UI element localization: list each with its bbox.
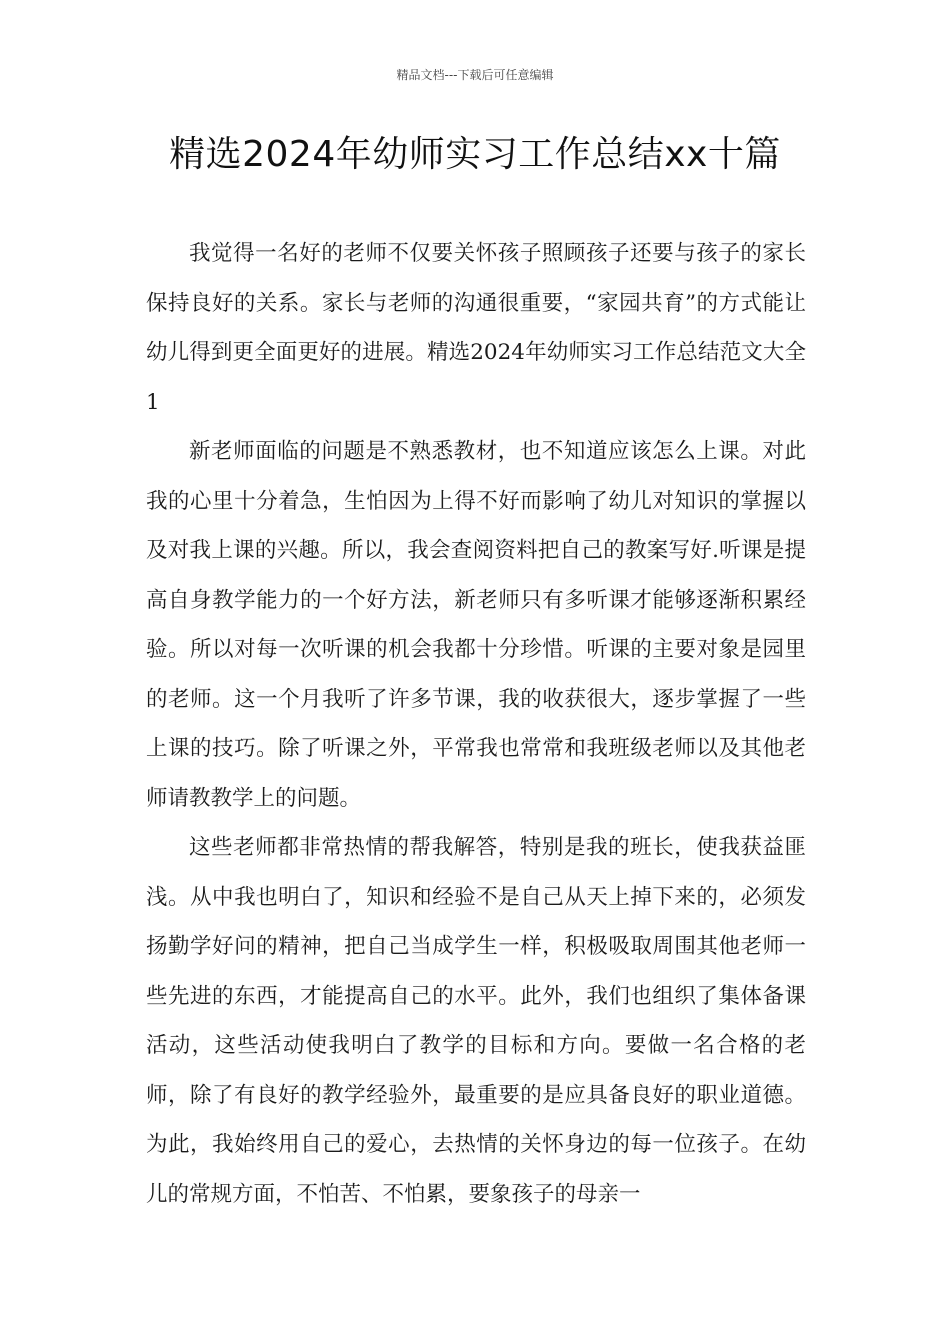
paragraph: 这些老师都非常热情的帮我解答，特别是我的班长，使我获益匪浅。从中我也明白了，知识和经验不是自己从天上掉下来的，必须发扬勤学好问的精神，把自己当成学生一样，积极吸取周围其他老师一些先进的东西，才能提高自己的水平。此外，我们也组织了集体备课活动，这些活动使我明白了教学的目标和方向。要做一名合格的老师，除了有良好的教学经验外，最重要的是应具备良好的职业道德。为此，我始终用自己的爱心，去热情的关怀身边的每一位孩子。在幼儿的常规方面，不怕苦、不怕累，要象孩子的母亲一 [146, 835, 806, 1207]
paragraph: 我觉得一名好的老师不仅要关怀孩子照顾孩子还要与孩子的家长保持良好的关系。家长与老师的沟通很重要，“家园共育”的方式能让幼儿得到更全面更好的进展。精选2024年幼师实习工作总结范文大全1 [146, 241, 806, 415]
document-title: 精选2024年幼师实习工作总结xx十篇 [169, 134, 781, 175]
document-body [146, 229, 806, 1219]
paragraph: 新老师面临的问题是不熟悉教材，也不知道应该怎么上课。对此我的心里十分着急，生怕因为上得不好而影响了幼儿对知识的掌握以及对我上课的兴趣。所以，我会查阅资料把自己的教案写好.听课是提高自身教学能力的一个好方法，新老师只有多听课才能够逐渐积累经验。所以对每一次听课的机会我都十分珍惜。听课的主要对象是园里的老师。这一个月我听了许多节课，我的收获很大，逐步掌握了一些上课的技巧。除了听课之外，平常我也常常和我班级老师以及其他老师请教教学上的问题。 [146, 439, 806, 811]
header-note: 精品文档---下载后可任意编辑 [396, 68, 554, 82]
